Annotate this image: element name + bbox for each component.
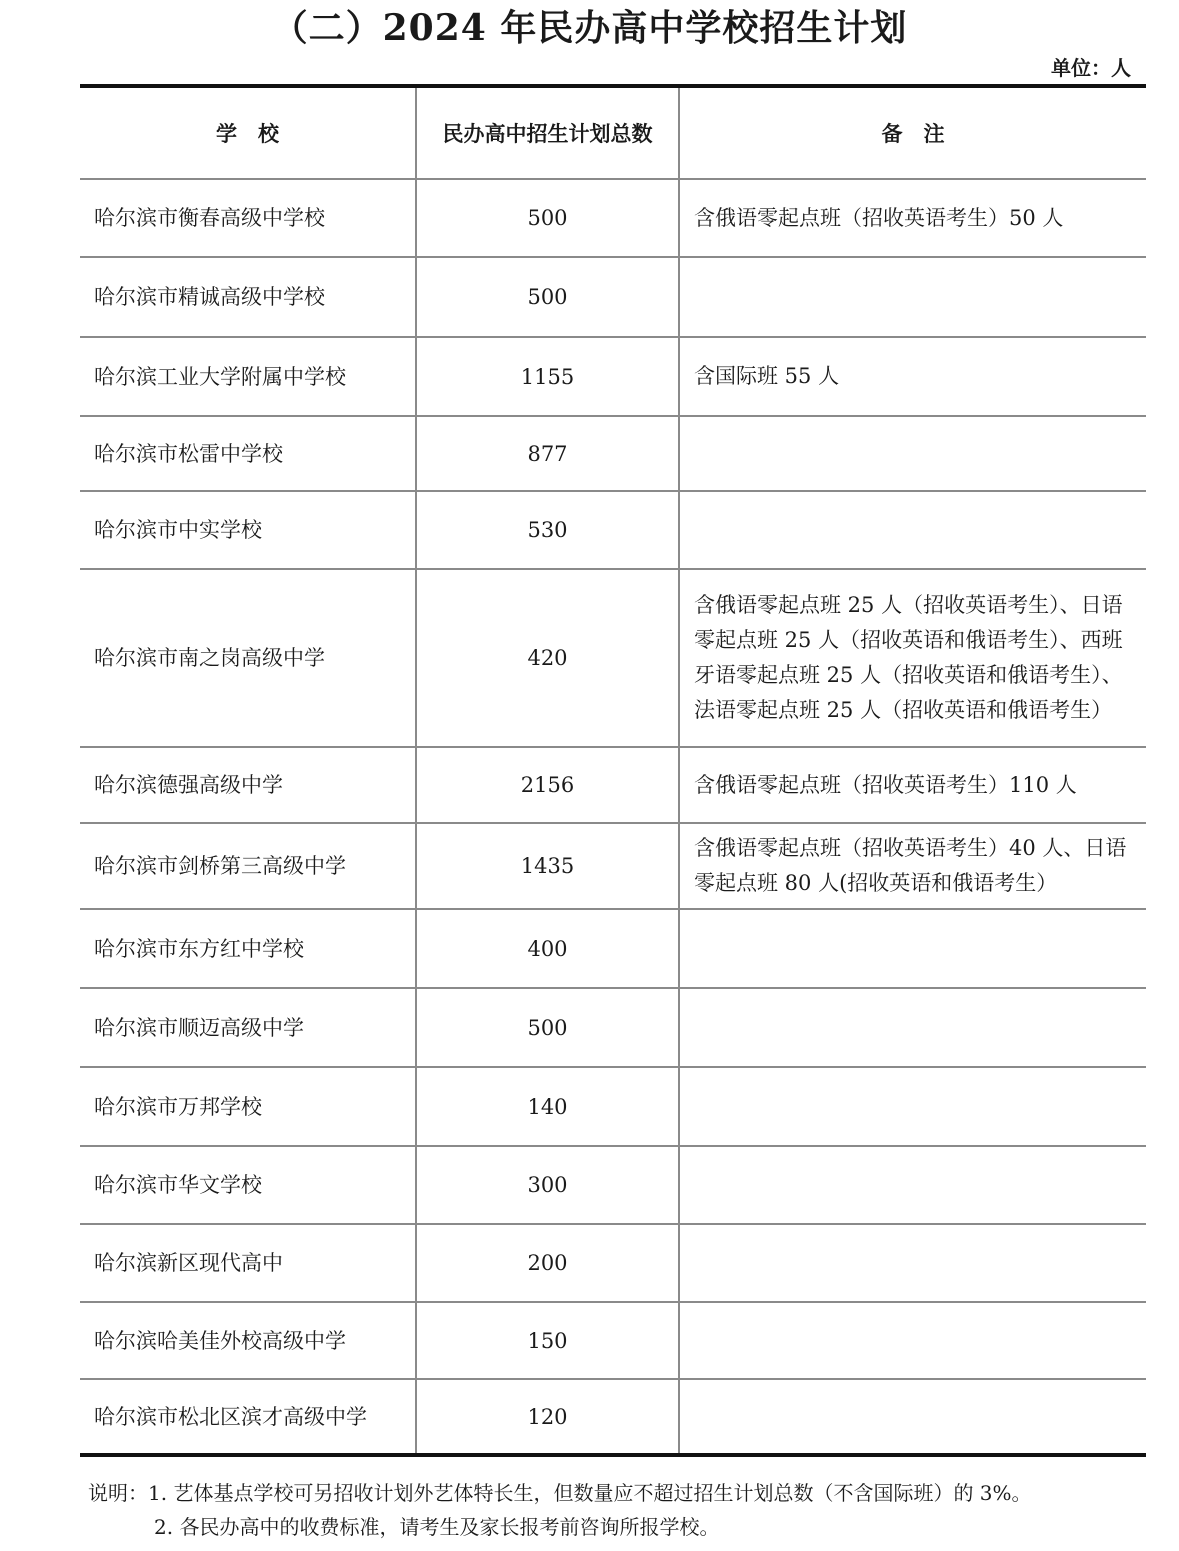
- enrollment-plan-table: [80, 84, 1146, 1457]
- school-name: 哈尔滨市剑桥第三高级中学: [80, 823, 416, 909]
- footnote-line-1: 说明：1. 艺体基点学校可另招收计划外艺体特长生，但数量应不超过招生计划总数（不含国际班）的 3%。: [88, 1481, 1032, 1505]
- plan-count: 500: [416, 257, 679, 337]
- plan-count: 500: [416, 988, 679, 1067]
- table-header-row: [80, 86, 1146, 179]
- plan-count: 2156: [416, 747, 679, 823]
- plan-count: 500: [416, 179, 679, 257]
- plan-count: 400: [416, 909, 679, 988]
- plan-count: 1155: [416, 337, 679, 416]
- school-name: 哈尔滨市南之岗高级中学: [80, 569, 416, 747]
- plan-count: 120: [416, 1379, 679, 1455]
- unit-label: 单位：人: [1051, 56, 1131, 80]
- table-row: [80, 823, 1146, 909]
- school-name: 哈尔滨市松北区滨才高级中学: [94, 1404, 367, 1429]
- plan-count: 877: [416, 416, 679, 491]
- table-row: [80, 747, 1146, 823]
- school-name: 哈尔滨工业大学附属中学校: [80, 337, 416, 416]
- remark: [679, 1379, 1146, 1455]
- school-name: 哈尔滨市精诚高级中学校: [80, 257, 416, 337]
- remark: 含国际班 55 人: [679, 337, 1146, 416]
- school-name: 哈尔滨市顺迈高级中学: [80, 988, 416, 1067]
- table-row: [80, 1379, 1146, 1455]
- school-name: 哈尔滨德强高级中学: [80, 747, 416, 823]
- remark: [679, 1067, 1146, 1146]
- table-row: [80, 1146, 1146, 1224]
- plan-count: 300: [416, 1146, 679, 1224]
- table-row: [80, 569, 1146, 747]
- remark: [679, 491, 1146, 569]
- plan-count: 200: [416, 1224, 679, 1302]
- table-row: [80, 416, 1146, 491]
- school-name: 哈尔滨市东方红中学校: [80, 909, 416, 988]
- header-school: 学 校: [80, 86, 416, 179]
- plan-count: 140: [416, 1067, 679, 1146]
- table-row: [80, 1224, 1146, 1302]
- plan-count: 1435: [416, 823, 679, 909]
- remark: 含俄语零起点班（招收英语考生）110 人: [679, 747, 1146, 823]
- remark: [679, 257, 1146, 337]
- remark: [679, 909, 1146, 988]
- school-name: 哈尔滨新区现代高中: [80, 1224, 416, 1302]
- remark: 含俄语零起点班（招收英语考生）40 人、日语零起点班 80 人(招收英语和俄语考生）: [679, 823, 1146, 909]
- footnote: [88, 1476, 1032, 1544]
- school-name: 哈尔滨哈美佳外校高级中学: [80, 1302, 416, 1379]
- plan-count: 530: [416, 491, 679, 569]
- remark: [679, 416, 1146, 491]
- table-row: [80, 337, 1146, 416]
- remark: [679, 1302, 1146, 1379]
- table-row: [80, 1302, 1146, 1379]
- header-plan-total: 民办高中招生计划总数: [416, 86, 679, 179]
- plan-count: 150: [416, 1302, 679, 1379]
- table-row: [80, 909, 1146, 988]
- plan-count: 420: [416, 569, 679, 747]
- table-row: [80, 491, 1146, 569]
- table-row: [80, 1067, 1146, 1146]
- table-row: [80, 179, 1146, 257]
- table-row: [80, 988, 1146, 1067]
- remark: [679, 988, 1146, 1067]
- school-name: 哈尔滨市松雷中学校: [80, 416, 416, 491]
- school-name: 哈尔滨市万邦学校: [80, 1067, 416, 1146]
- remark: [679, 1224, 1146, 1302]
- header-remarks: 备 注: [679, 86, 1146, 179]
- footnote-line-2: 2. 各民办高中的收费标准，请考生及家长报考前咨询所报学校。: [154, 1515, 720, 1539]
- table-row: [80, 257, 1146, 337]
- remark: 含俄语零起点班 25 人（招收英语考生）、日语零起点班 25 人（招收英语和俄语考生）、西班牙语零起点班 25 人（招收英语和俄语考生）、法语零起点班 25 人（招收英语和俄语考生）: [679, 569, 1146, 747]
- school-name: 哈尔滨市中实学校: [80, 491, 416, 569]
- remark: [679, 1146, 1146, 1224]
- page-title: （二）2024 年民办高中学校招生计划: [271, 7, 908, 49]
- school-name: 哈尔滨市衡春高级中学校: [80, 179, 416, 257]
- school-name: 哈尔滨市华文学校: [80, 1146, 416, 1224]
- remark: 含俄语零起点班（招收英语考生）50 人: [679, 179, 1146, 257]
